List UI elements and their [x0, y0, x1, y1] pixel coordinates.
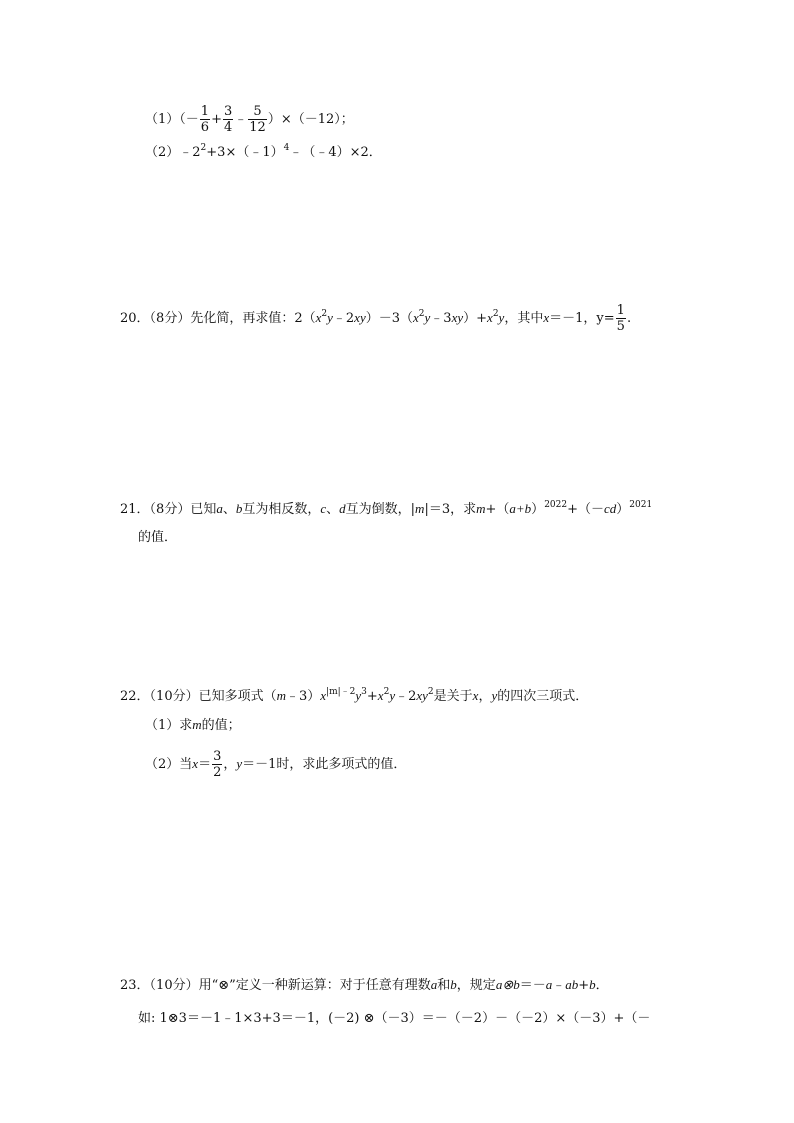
q19-part1: （1）（－ $\frac{1}{6}$ + $\frac{3}{4}$ ﹣ $\frac{5}{12}$ ）×（－12）；	[145, 104, 354, 135]
fraction-three-fourths: $\frac{3}{4}$	[223, 104, 233, 135]
question-23-example: 如: 1⊗3＝－1﹣1×3+3＝－1，(－2) ⊗（－3）＝－（－2）－（－2）×（－3）+（－	[138, 1011, 651, 1026]
question-20: 20．（8分）先化简，再求值：$2(x^2y﹣2xy)-3(x^2y﹣3xy)+x^2y$，其中x＝－1，y= $\frac{1}{5}$ .	[120, 303, 632, 334]
question-21: 21．（8分）已知a、b互为相反数，c、d互为倒数，|m|＝3，求$m+(a+b)^{2022}+(-cd)^{2021}$	[120, 500, 653, 517]
q19-part2: $(2)﹣2^2+3\times(﹣1)^4﹣(﹣4)\times 2$．	[145, 143, 382, 160]
fraction-five-twelfths: $\frac{5}{12}$	[249, 104, 266, 135]
question-22-part2: （2）当x＝ $\frac{3}{2}$ ，y＝－1时，求此多项式的值．	[145, 749, 407, 780]
question-22: 22．（10分）已知多项式$(m﹣3)x^{|m|﹣2}y^3+x^2y﹣2xy^2$是关于x，y的四次三项式．	[120, 687, 589, 704]
question-23: 23．（10分）用“⊗”定义一种新运算：对于任意有理数a和b，规定a⊗b＝－a﹣ab+b．	[120, 977, 609, 993]
fraction-one-sixth: $\frac{1}{6}$	[200, 104, 210, 135]
fraction-one-fifth: $\frac{1}{5}$	[616, 303, 625, 334]
fraction-three-halves: $\frac{3}{2}$	[213, 749, 222, 780]
q19-part1-lead: （1）（－	[145, 112, 199, 127]
question-22-part1: （1）求m的值；	[145, 717, 241, 733]
question-21-line2: 的值．	[138, 530, 178, 545]
